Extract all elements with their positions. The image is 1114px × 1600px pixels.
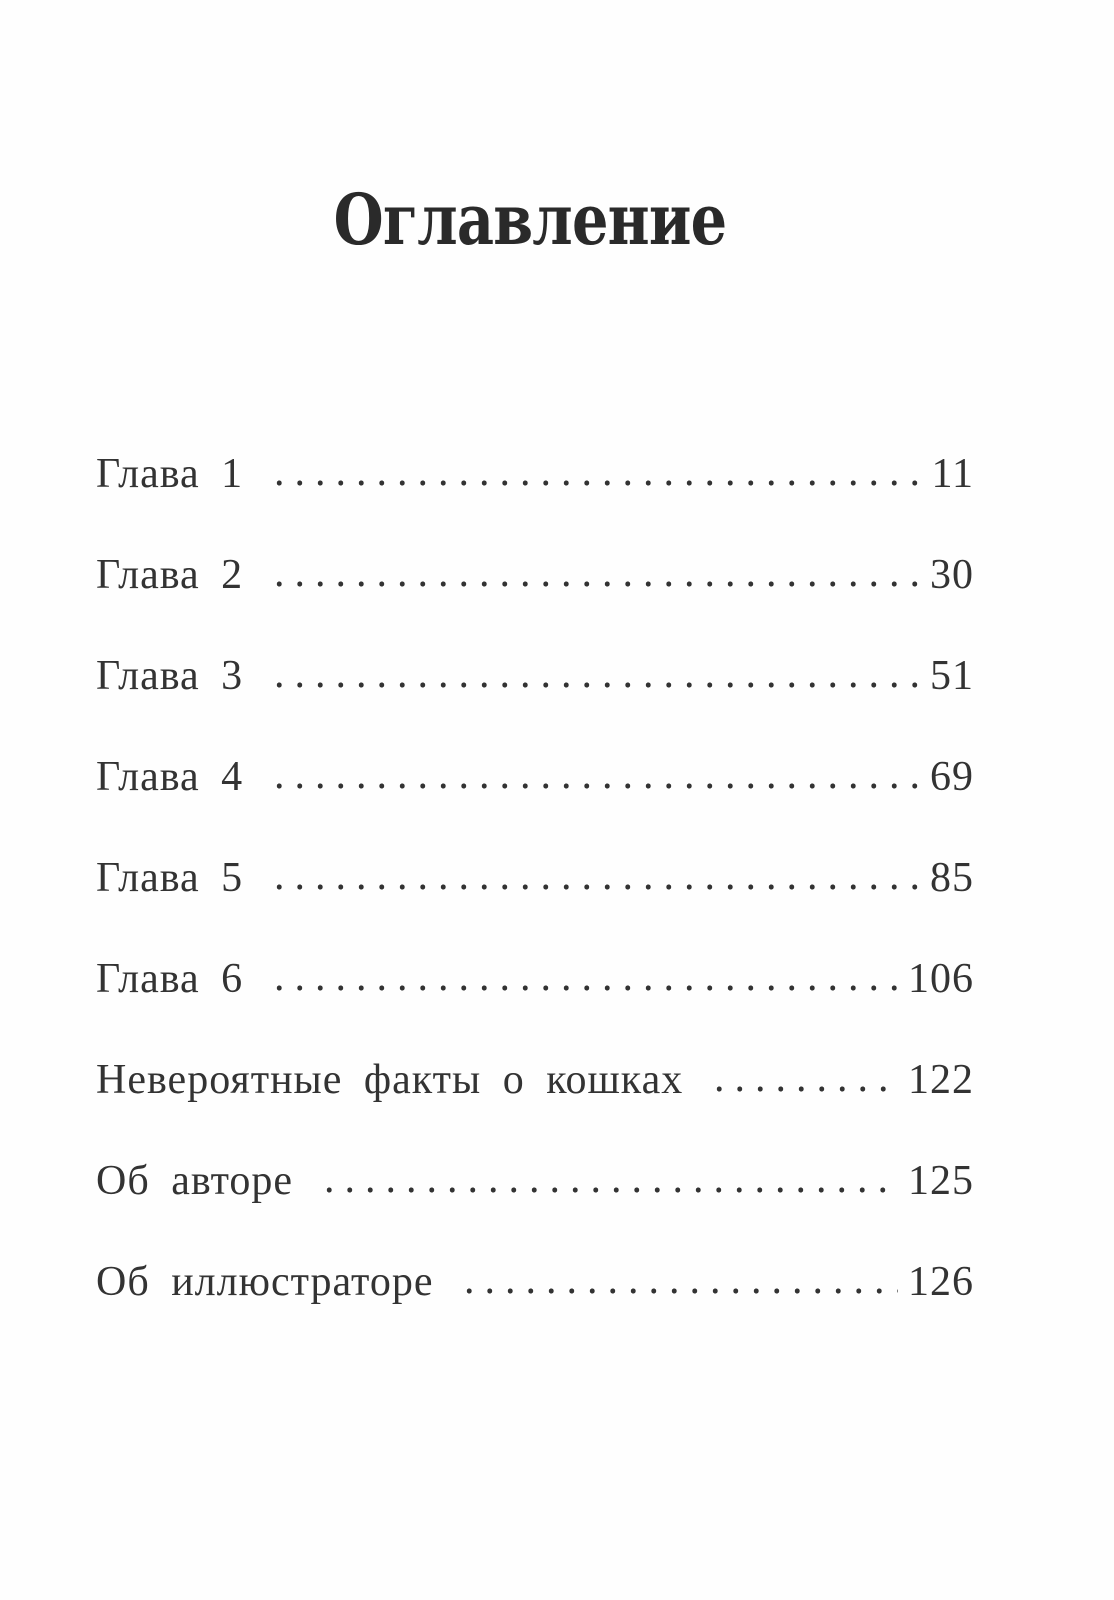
toc-entry-chapter-1 (96, 450, 974, 551)
dot-leader (269, 580, 920, 588)
dot-leader (269, 984, 898, 992)
table-of-contents (96, 450, 974, 1359)
toc-entry-page-number: 11 (931, 451, 974, 497)
dot-leader (269, 479, 921, 487)
toc-entry-page-number: 106 (908, 956, 974, 1002)
toc-entry-label: Глава 6 (96, 956, 244, 1002)
toc-entry-page-number: 30 (930, 552, 974, 598)
toc-entry-label: Невероятные факты о кошках (96, 1057, 684, 1103)
toc-entry-page-number: 122 (908, 1057, 974, 1103)
toc-entry-label: Об авторе (96, 1158, 294, 1204)
toc-entry-label: Глава 4 (96, 754, 244, 800)
dot-leader (269, 883, 920, 891)
dot-leader (709, 1085, 898, 1093)
toc-entry-about-illustrator (96, 1258, 974, 1359)
toc-entry-label: Глава 3 (96, 653, 244, 699)
toc-entry-chapter-5 (96, 854, 974, 955)
page-title: Оглавление (333, 178, 727, 261)
toc-entry-page-number: 125 (908, 1158, 974, 1204)
dot-leader (459, 1287, 898, 1295)
toc-entry-label: Глава 1 (96, 451, 244, 497)
toc-entry-page-number: 85 (930, 855, 974, 901)
toc-entry-chapter-4 (96, 753, 974, 854)
toc-entry-label: Глава 5 (96, 855, 244, 901)
toc-entry-page-number: 126 (908, 1259, 974, 1305)
dot-leader (269, 681, 920, 689)
dot-leader (319, 1186, 898, 1194)
toc-entry-chapter-3 (96, 652, 974, 753)
toc-entry-chapter-2 (96, 551, 974, 652)
toc-entry-cat-facts (96, 1056, 974, 1157)
toc-entry-about-author (96, 1157, 974, 1258)
toc-entry-chapter-6 (96, 955, 974, 1056)
dot-leader (269, 782, 920, 790)
toc-entry-label: Глава 2 (96, 552, 244, 598)
toc-entry-page-number: 69 (930, 754, 974, 800)
toc-entry-label: Об иллюстраторе (96, 1259, 434, 1305)
toc-entry-page-number: 51 (930, 653, 974, 699)
